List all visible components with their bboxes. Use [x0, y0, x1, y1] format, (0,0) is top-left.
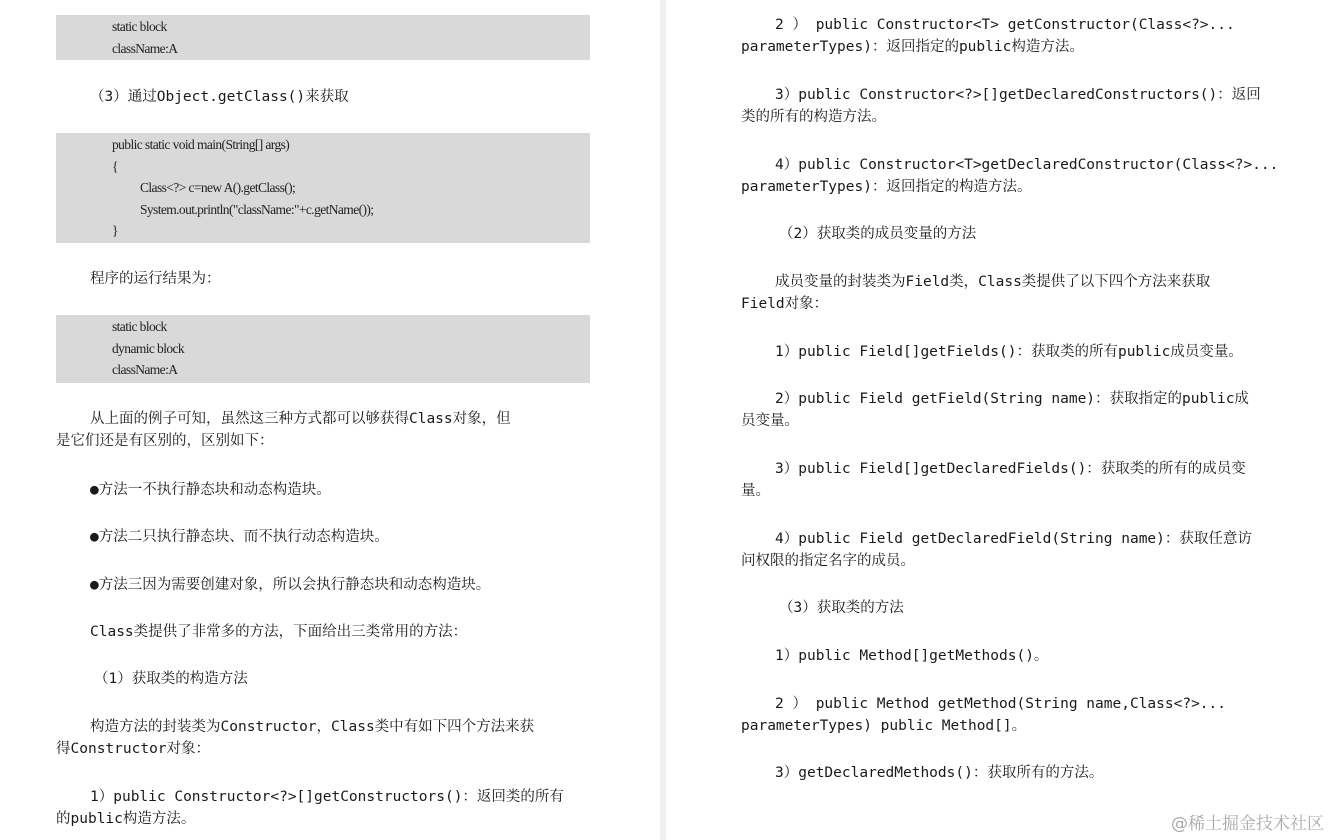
result-label	[90, 268, 221, 290]
code-line: className:A	[112, 40, 178, 56]
paragraph-line: 员变量。	[741, 413, 799, 429]
code-line: className:A	[112, 362, 178, 377]
code-line: static block	[112, 319, 167, 334]
paragraph-line: 是它们还是有区别的，区别如下：	[56, 433, 274, 449]
bullet-text: ●方法三因为需要创建对象，所以会执行静态块和动态构造块。	[90, 577, 491, 593]
section-3-title	[779, 597, 904, 619]
summary-paragraph	[56, 408, 590, 452]
heading-getclass	[90, 86, 349, 108]
paragraph-line: 类的所有的构造方法。	[741, 109, 886, 125]
bullet-text: ●方法二只执行静态块、而不执行动态构造块。	[90, 529, 389, 545]
paragraph-line: 的public构造方法。	[56, 811, 196, 827]
code-block-main	[56, 133, 590, 243]
paragraph-line: 3）public Field[]getDeclaredFields()：获取类的所有的成员变	[775, 461, 1246, 477]
paragraph-line: parameterTypes)：返回指定的构造方法。	[741, 179, 1032, 195]
paragraph-line: 得Constructor对象：	[56, 741, 211, 757]
field-method-2	[741, 388, 1271, 432]
code-line: public static void main(String[] args)	[112, 137, 290, 152]
method-3	[741, 762, 1271, 784]
field-method-1	[741, 341, 1271, 363]
code-line: Class<?> c=new A().getClass();	[140, 180, 296, 195]
paragraph-line: 3）public Constructor<?>[]getDeclaredConstructors()：返回	[775, 87, 1261, 103]
section-2-intro	[741, 271, 1271, 315]
field-method-4	[741, 528, 1271, 572]
paragraph-text: Class类提供了非常多的方法，下面给出三类常用的方法：	[90, 624, 468, 640]
constructor-method-1	[56, 786, 590, 830]
constructor-method-2	[741, 14, 1271, 58]
code-line: {	[112, 158, 118, 174]
paragraph-line: 成员变量的封装类为Field类，Class类提供了以下四个方法来获取	[775, 274, 1211, 290]
code-block-output-2	[56, 315, 590, 383]
class-methods-intro	[90, 621, 467, 643]
paragraph-line: 从上面的例子可知，虽然这三种方式都可以够获得Class对象，但	[90, 411, 511, 427]
method-2	[741, 693, 1271, 737]
paragraph-line: parameterTypes)：返回指定的public构造方法。	[741, 39, 1084, 55]
section-title-text: （2）获取类的成员变量的方法	[779, 226, 977, 242]
paragraph-line: parameterTypes) public Method[]。	[741, 718, 1027, 734]
bullet-item-1	[90, 479, 331, 501]
paragraph-line: 1）public Field[]getFields()：获取类的所有public成员变量。	[775, 344, 1243, 360]
code-line: }	[112, 223, 118, 238]
code-line: static block	[112, 19, 167, 34]
paragraph-line: 1）public Method[]getMethods()。	[775, 648, 1049, 664]
watermark: @稀土掘金技术社区	[1171, 814, 1324, 834]
section-1-title	[94, 668, 248, 690]
section-title-text: （1）获取类的构造方法	[94, 671, 248, 687]
paragraph-line: 3）getDeclaredMethods()：获取所有的方法。	[775, 765, 1104, 781]
method-1	[741, 645, 1271, 667]
paragraph-line: 4）public Constructor<T>getDeclaredConstructor(Class<?>...	[775, 157, 1279, 173]
paragraph-line: 2 ） public Constructor<T> getConstructor(Class<?>...	[775, 17, 1235, 33]
code-line: dynamic block	[112, 340, 185, 356]
constructor-method-4	[741, 154, 1279, 198]
paragraph-line: 4）public Field getDeclaredField(String name)：获取任意访	[775, 531, 1252, 547]
paragraph-line: 1）public Constructor<?>[]getConstructors()：返回类的所有	[90, 789, 564, 805]
code-block-output-1	[56, 15, 590, 60]
constructor-method-3	[741, 84, 1271, 128]
bullet-item-3	[90, 574, 490, 596]
section-title-text: （3）获取类的方法	[779, 600, 904, 616]
paragraph-line: 量。	[741, 483, 770, 499]
paragraph-line: 构造方法的封装类为Constructor，Class类中有如下四个方法来获	[90, 719, 535, 735]
section-1-intro	[56, 716, 590, 760]
section-2-title	[779, 223, 976, 245]
bullet-item-2	[90, 526, 389, 548]
code-line: System.out.println("className:"+c.getName());	[140, 201, 374, 217]
bullet-text: ●方法一不执行静态块和动态构造块。	[90, 482, 331, 498]
paragraph-line: 2）public Field getField(String name)：获取指定的public成	[775, 391, 1249, 407]
paragraph-line: 2 ） public Method getMethod(String name,Class<?>...	[775, 696, 1226, 712]
result-label-text: 程序的运行结果为：	[90, 271, 221, 287]
paragraph-line: Field对象：	[741, 296, 829, 312]
field-method-3	[741, 458, 1271, 502]
heading-text: （3）通过Object.getClass()来获取	[90, 89, 349, 105]
paragraph-line: 问权限的指定名字的成员。	[741, 553, 915, 569]
